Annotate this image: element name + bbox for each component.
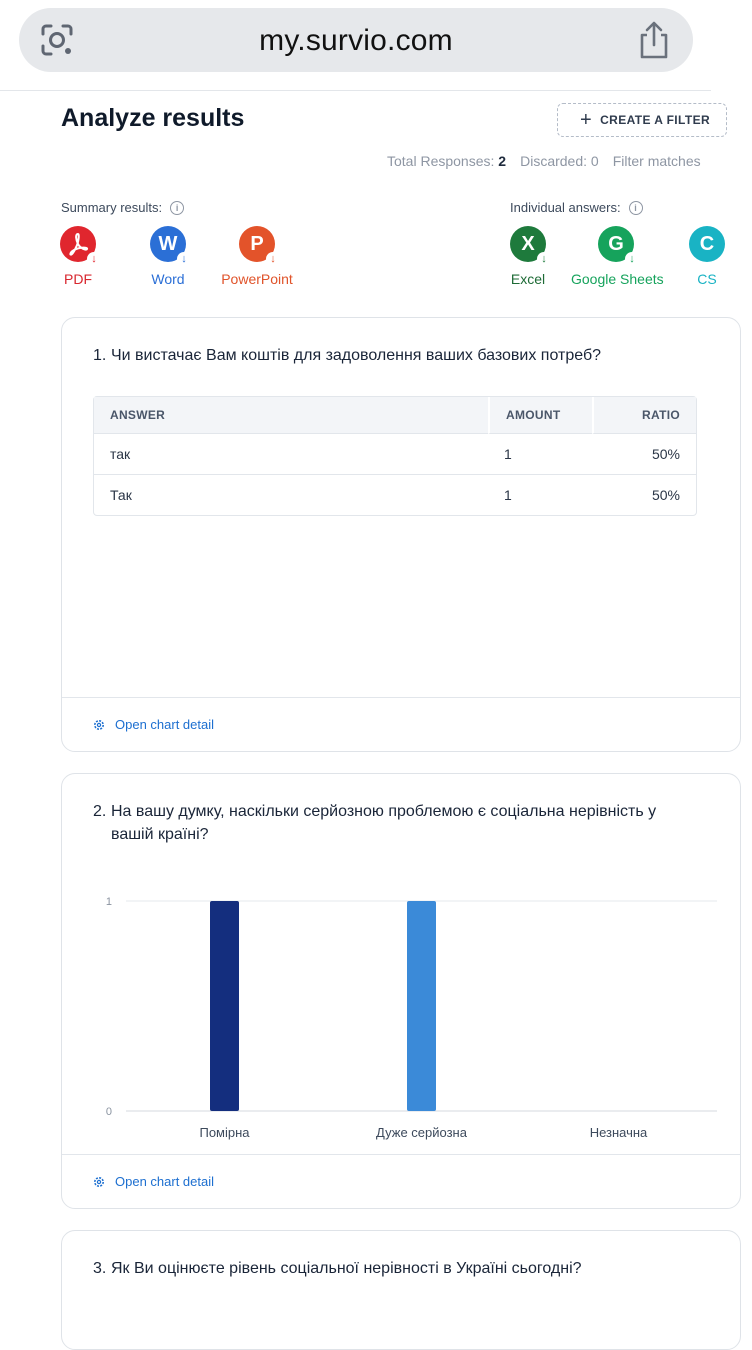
individual-answers-text: Individual answers:: [510, 200, 621, 215]
export-word-button[interactable]: [123, 226, 213, 287]
question-number: 3.: [93, 1260, 107, 1277]
table-row: [94, 475, 696, 515]
export-pdf-button[interactable]: [33, 226, 123, 287]
question-title: [93, 800, 693, 846]
question-title: [93, 1257, 693, 1280]
y-tick-label: 1: [105, 896, 112, 908]
x-category-label: Незначна: [589, 1125, 648, 1140]
export-csv-label: CS: [697, 271, 717, 287]
answer-cell: Так: [110, 487, 132, 503]
card-footer: [62, 1154, 740, 1208]
question-text: На вашу думку, наскільки серйозною проблемою є соціальна нерівність у вашій країні?: [111, 803, 657, 843]
info-icon[interactable]: i: [629, 201, 643, 215]
x-category-label: Дуже серйозна: [376, 1125, 467, 1140]
open-chart-detail-text: Open chart detail: [115, 717, 215, 732]
chart-bar: [210, 901, 239, 1111]
export-powerpoint-button[interactable]: [212, 226, 302, 287]
question-number: 2.: [93, 803, 107, 820]
y-tick-label: 0: [105, 1106, 112, 1118]
question-number: 1.: [93, 347, 107, 364]
amount-cell: 1: [504, 487, 512, 503]
answer-cell: так: [94, 434, 488, 475]
discarded-value: 0: [590, 153, 599, 169]
word-icon: W ↓: [150, 226, 186, 262]
column-header-amount: AMOUNT: [488, 397, 592, 434]
excel-icon: X ↓: [510, 226, 546, 262]
gear-icon: [93, 1176, 105, 1188]
question-text: Чи вистачає Вам коштів для задоволення ваших базових потреб?: [111, 347, 602, 364]
column-header-ratio: RATIO: [592, 397, 696, 434]
export-pdf-label: PDF: [64, 271, 92, 287]
url-text[interactable]: my.survio.com: [259, 24, 453, 57]
google-sheets-icon: G ↓: [598, 226, 634, 262]
csv-icon: C: [689, 226, 725, 262]
divider: [0, 90, 711, 91]
download-badge-icon: ↓: [625, 252, 639, 266]
export-word-label: Word: [151, 271, 185, 287]
ratio-cell: 50%: [592, 434, 696, 475]
pdf-icon: [60, 226, 97, 265]
gear-icon: [93, 719, 105, 731]
discarded-label: Discarded:: [520, 153, 588, 169]
export-google-sheets-label: Google Sheets: [571, 271, 664, 287]
column-header-answer: ANSWER: [94, 397, 488, 434]
chart-bar: [407, 901, 436, 1111]
export-excel-button[interactable]: [483, 226, 573, 287]
info-icon[interactable]: i: [170, 201, 184, 215]
x-category-label: Помірна: [199, 1125, 250, 1140]
filter-matches-label: Filter matches: [612, 153, 701, 169]
share-icon[interactable]: [637, 20, 671, 60]
question-card-1: [61, 317, 741, 752]
export-google-sheets-button[interactable]: [571, 226, 664, 287]
question-title: [93, 344, 693, 367]
powerpoint-icon: P ↓: [239, 226, 275, 262]
summary-results-label: [61, 200, 184, 215]
table-header-row: [94, 397, 696, 434]
export-csv-button[interactable]: [662, 226, 752, 287]
download-badge-icon: ↓: [537, 252, 551, 266]
browser-address-bar[interactable]: [19, 8, 693, 72]
card-footer: [62, 697, 740, 751]
download-badge-icon: ↓: [87, 252, 101, 266]
answers-table: [93, 396, 697, 516]
download-badge-icon: ↓: [266, 252, 280, 266]
question-card-2: [61, 773, 741, 1209]
create-filter-button[interactable]: [557, 103, 727, 137]
download-badge-icon: ↓: [177, 252, 191, 266]
ratio-cell: 50%: [651, 487, 680, 503]
table-row: [94, 434, 696, 475]
response-stats: [387, 153, 701, 169]
open-chart-detail-text: Open chart detail: [115, 1174, 215, 1189]
create-filter-label: CREATE A FILTER: [600, 113, 711, 127]
summary-results-text: Summary results:: [61, 200, 163, 215]
bar-chart: [92, 886, 732, 1156]
total-responses-label: Total Responses:: [387, 153, 495, 169]
open-chart-detail-link[interactable]: [93, 717, 214, 732]
export-excel-label: Excel: [510, 271, 546, 287]
page-title: Analyze results: [61, 104, 245, 132]
amount-cell: 1: [488, 434, 592, 475]
open-chart-detail-link[interactable]: [93, 1174, 214, 1189]
export-powerpoint-label: PowerPoint: [221, 271, 293, 287]
plus-icon: +: [580, 108, 593, 131]
total-responses-value: 2: [498, 153, 507, 169]
question-text: Як Ви оцінюєте рівень соціальної нерівності в Україні сьогодні?: [111, 1260, 582, 1277]
question-card-3: [61, 1230, 741, 1350]
individual-answers-label: [510, 200, 643, 215]
